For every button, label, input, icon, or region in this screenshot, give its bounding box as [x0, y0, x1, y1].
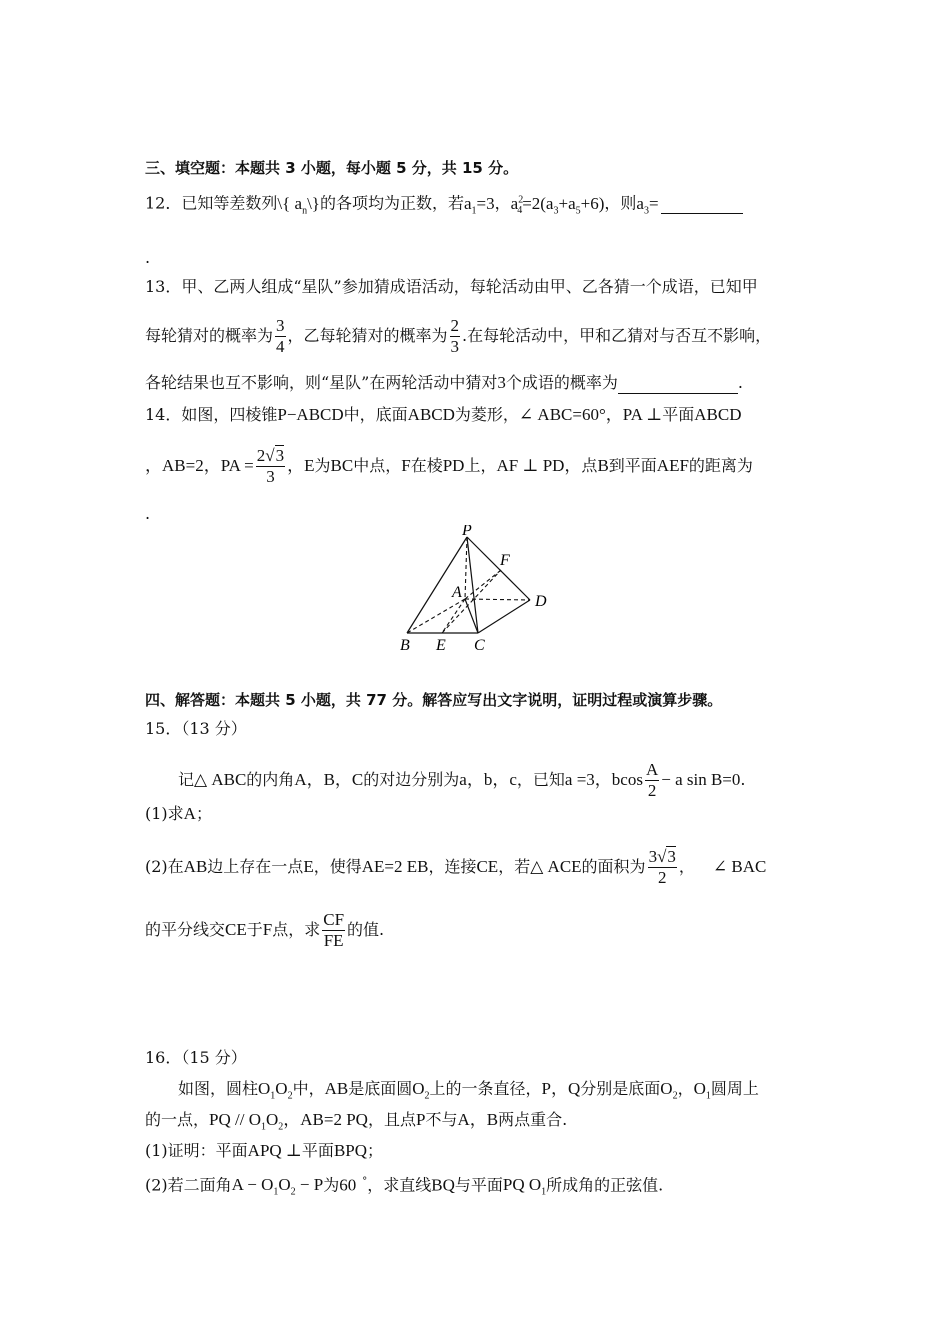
question-14-line-1: 14．如图，四棱锥P−ABCD中，底面ABCD为菱形，∠ ABC=60°，PA ⊥平面ABCD: [145, 405, 742, 424]
question-13-line-1: 13．甲、乙两人组成“星队”参加猜成语活动，每轮活动由甲、乙各猜一个成语，已知甲: [145, 277, 758, 296]
label-A: A: [452, 584, 462, 601]
fraction-3-4: $\frac{3}{4}$: [276, 316, 285, 356]
question-16-header: 16．（15 分）: [145, 1048, 247, 1067]
question-15-part-2-line-2: 的平分线交CE于F点，求 $\frac{CF}{FE}$ 的值.: [145, 910, 385, 950]
label-C: C: [474, 637, 485, 654]
label-D: D: [535, 593, 547, 610]
fraction-A-2: $\frac{A}{2}$: [645, 760, 659, 800]
segment-AF: [465, 570, 501, 599]
edge-AB: [407, 599, 465, 633]
question-16-line-2: 的一点，PQ // $O_1O_2$，AB=2 PQ，且点P不与A，B两点重合.: [145, 1110, 568, 1133]
question-16-part-2: (2)若二面角$A - O_1O_2 - P$为60 °，求直线BQ与平面PQ $O_1$所成角的正弦值.: [145, 1175, 664, 1198]
question-15-stem: 记△ ABC的内角A，B，C的对边分别为a，b，c，已知a =3，bcos $\frac{A}{2}$ − a sin B=0.: [178, 760, 746, 800]
section-4-heading: 四、解答题：本题共 5 小题，共 77 分。解答应写出文字说明，证明过程或演算步骤。: [145, 691, 723, 709]
question-15-part-1: (1)求A；: [145, 804, 212, 823]
edge-PD: [467, 537, 530, 600]
label-B: B: [400, 637, 410, 654]
fraction-CF-FE: $\frac{CF}{FE}$: [323, 910, 345, 950]
question-14-line-2: ，AB=2，PA = $\frac{2√3}{3}$ ，E为BC中点，F在棱PD上，AF ⊥ PD，点B到平面AEF的距离为: [145, 446, 753, 486]
question-16-line-1: 如图，圆柱$O_1O_2$中，AB是底面圆$O_2$上的一条直径，P，Q分别是底面$O_2$，$O_1$圆周上: [178, 1079, 759, 1102]
question-14-period: .: [145, 504, 151, 523]
label-F: F: [500, 552, 510, 569]
question-16-part-1: (1)证明：平面APQ ⊥平面BPQ；: [145, 1141, 384, 1160]
question-12-period: .: [145, 248, 151, 267]
fraction-3sqrt3-2: $\frac{3√3}{2}$: [648, 847, 676, 887]
label-E: E: [436, 637, 446, 654]
sequence-notation: \{ $a_n\backslash$}: [277, 193, 320, 217]
question-13-line-2: 每轮猜对的概率为 $\frac{3}{4}$ ，乙每轮猜对的概率为 $\frac{2}{3}$ .在每轮活动中，甲和乙猜对与否互不影响，: [145, 316, 772, 356]
question-15-part-2-line-1: (2)在AB边上存在一点E，使得AE=2 EB，连接CE，若△ ACE的面积为 $\frac{3√3}{2}$ ， ∠ BAC: [145, 847, 767, 887]
question-13-line-3: 各轮结果也互不影响，则“星队”在两轮活动中猜对3个成语的概率为 .: [145, 373, 743, 392]
fraction-2sqrt3-3: $\frac{2√3}{3}$: [256, 446, 285, 486]
fraction-2-3: $\frac{2}{3}$: [450, 316, 460, 356]
edge-PA: [465, 537, 467, 599]
answer-blank: [661, 212, 743, 214]
pyramid-figure: [395, 525, 560, 660]
edge-CD: [478, 600, 530, 633]
condition-formula: $a^2_4=2(a_3+a_5+6)$: [510, 193, 605, 217]
question-15-header: 15．（13 分）: [145, 719, 247, 738]
label-P: P: [462, 525, 472, 539]
section-3-heading: 三、填空题：本题共 3 小题，每小题 5 分，共 15 分。: [145, 159, 519, 177]
question-12-line-1: 12．已知等差数列\{ $a_n\backslash$}的各项均为正数，若$a_1=3$，$a^2_4=2(a_3+a_5+6)$，则$a_3=$: [145, 189, 743, 222]
answer-blank: [618, 375, 738, 394]
segment-AE: [442, 599, 465, 633]
